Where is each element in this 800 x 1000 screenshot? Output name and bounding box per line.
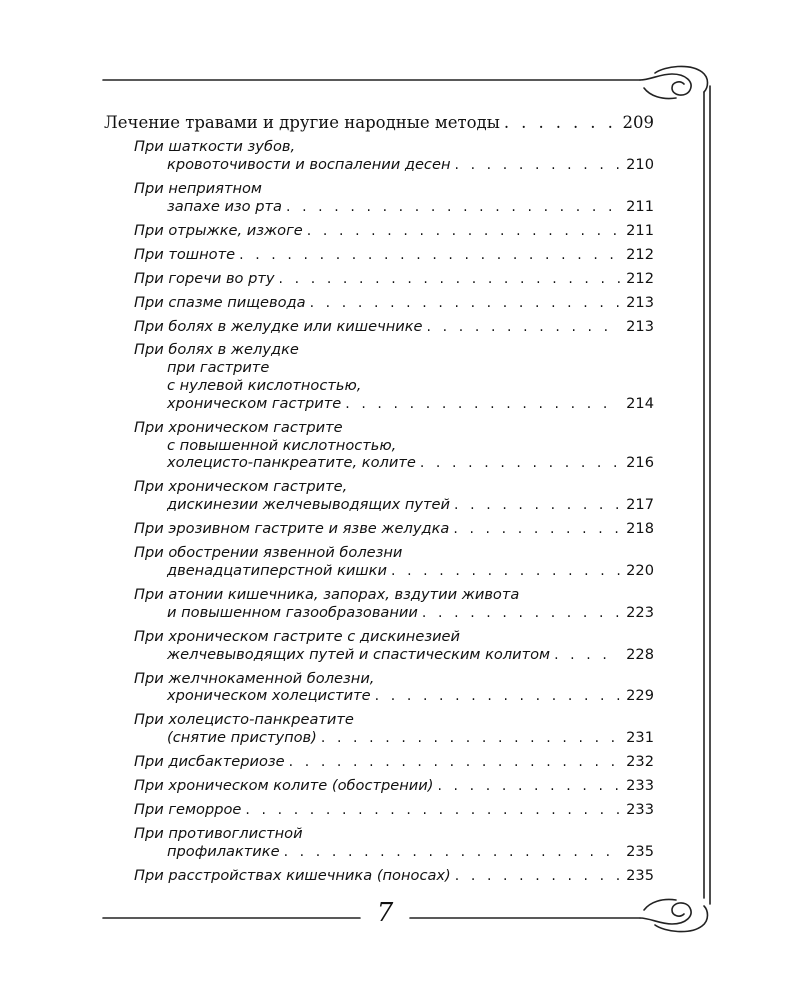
toc-entry: [134, 318, 654, 337]
toc-entry-page: 235: [626, 866, 654, 884]
dot-leader: [289, 754, 621, 772]
dot-leader: [239, 247, 620, 265]
toc-entry-page: 214: [626, 394, 654, 412]
toc-entry-page: 216: [626, 454, 654, 472]
toc-entry-line: При хроническом гастрите: [134, 418, 343, 436]
toc-entry-last-line: [134, 454, 654, 473]
dot-leader: [279, 271, 621, 289]
dot-leader: [310, 295, 621, 313]
dot-leader: [504, 112, 617, 134]
toc-entry-line: и повышенном газообразовании: [167, 603, 418, 621]
toc-entry-page: 211: [626, 197, 654, 215]
toc-entry-last-line: [134, 520, 654, 539]
toc-entries: [104, 138, 654, 886]
toc-entry-page: 229: [626, 687, 654, 705]
toc-entry: [134, 544, 654, 581]
toc-entry-page: 231: [626, 729, 654, 747]
toc-entry-line: При эрозивном гастрите и язве желудка: [134, 520, 450, 538]
toc-entry-page: 223: [626, 603, 654, 621]
toc-entry: [134, 180, 654, 217]
toc-entry-last-line: [134, 753, 654, 772]
toc-entry-page: 217: [626, 496, 654, 514]
toc-section-heading: [104, 112, 654, 134]
toc-entry-line: При противоглистной: [134, 825, 303, 843]
toc-entry-line: При болях в желудке или кишечнике: [134, 317, 423, 335]
toc-entry-page: 233: [626, 801, 654, 819]
toc-entry-page: 213: [626, 317, 654, 335]
toc-entry-last-line: [134, 294, 654, 313]
toc-entry: [134, 419, 654, 473]
toc-entry-last-line: [134, 318, 654, 337]
dot-leader: [427, 319, 621, 337]
toc-entry-page: 212: [626, 269, 654, 287]
toc-entry-line: холецисто-панкреатите, колите: [167, 454, 416, 472]
toc-entry-line: При геморрое: [134, 801, 242, 819]
toc-entry-page: 211: [626, 221, 654, 239]
toc-entry: [134, 138, 654, 175]
toc-entry-line: При желчнокаменной болезни,: [134, 669, 375, 687]
toc-entry: [134, 341, 654, 413]
dot-leader: [454, 157, 620, 175]
toc-entry: [134, 867, 654, 886]
toc-entry: [134, 753, 654, 772]
toc-entry: [134, 586, 654, 623]
toc-entry: [134, 478, 654, 515]
toc-entry-page: 228: [626, 645, 654, 663]
toc-entry-line: При дисбактериозе: [134, 753, 285, 771]
section-heading-page: 209: [622, 113, 654, 132]
dot-leader: [454, 497, 620, 515]
toc-entry-line: При горечи во рту: [134, 269, 275, 287]
toc-entry-page: 232: [626, 753, 654, 771]
toc-entry-line: При тошноте: [134, 245, 236, 263]
toc-entry-line: При холецисто-панкреатите: [134, 711, 354, 729]
toc-entry-line: с повышенной кислотностью,: [167, 436, 397, 454]
toc-entry-last-line: [134, 222, 654, 241]
toc-entry-page: 218: [626, 520, 654, 538]
toc-entry: [134, 294, 654, 313]
toc-entry: [134, 801, 654, 820]
toc-entry-line: При атонии кишечника, запорах, вздутии живота: [134, 585, 520, 603]
toc-entry-last-line: [134, 729, 654, 748]
dot-leader: [437, 778, 620, 796]
toc-entry-line: желчевыводящих путей и спастическим колитом: [167, 645, 551, 663]
toc-entry-last-line: [134, 198, 654, 217]
table-of-contents: [104, 112, 654, 891]
toc-entry-last-line: [134, 156, 654, 175]
toc-entry-line: При неприятном: [134, 179, 262, 197]
toc-entry-line: При отрыжке, изжоге: [134, 221, 303, 239]
toc-entry-last-line: [134, 867, 654, 886]
toc-entry-last-line: [134, 646, 654, 665]
dot-leader: [321, 730, 620, 748]
toc-entry: [134, 825, 654, 862]
toc-entry-line: При спазме пищевода: [134, 293, 306, 311]
toc-entry-line: при гастрите: [167, 359, 270, 377]
toc-entry-last-line: [134, 777, 654, 796]
dot-leader: [422, 605, 620, 623]
dot-leader: [554, 647, 620, 665]
toc-entry-last-line: [134, 687, 654, 706]
dot-leader: [245, 802, 620, 820]
toc-entry-last-line: [134, 496, 654, 515]
toc-entry-line: При хроническом колите (обострении): [134, 777, 434, 795]
toc-entry-last-line: [134, 562, 654, 581]
toc-entry-page: 212: [626, 245, 654, 263]
toc-entry-line: дискинезии желчевыводящих путей: [167, 496, 451, 514]
dot-leader: [345, 396, 620, 414]
toc-entry-page: 233: [626, 777, 654, 795]
toc-entry-line: профилактике: [167, 842, 280, 860]
toc-entry: [134, 711, 654, 748]
section-heading-title: Лечение травами и другие народные методы: [104, 113, 500, 132]
toc-entry-line: При хроническом гастрите с дискинезией: [134, 627, 461, 645]
dot-leader: [455, 868, 620, 886]
toc-entry-line: хроническом холецистите: [167, 687, 371, 705]
toc-entry-line: хроническом гастрите: [167, 394, 342, 412]
dot-leader: [420, 455, 620, 473]
toc-entry-line: При шаткости зубов,: [134, 138, 296, 155]
dot-leader: [284, 844, 621, 862]
dot-leader: [391, 563, 620, 581]
toc-entry-line: (снятие приступов): [167, 729, 317, 747]
toc-entry-last-line: [134, 801, 654, 820]
toc-entry-line: При хроническом гастрите,: [134, 478, 348, 496]
toc-entry: [134, 670, 654, 707]
toc-entry-last-line: [134, 246, 654, 265]
toc-entry-line: запахе изо рта: [167, 197, 282, 215]
toc-entry: [134, 628, 654, 665]
toc-entry: [134, 777, 654, 796]
toc-entry: [134, 246, 654, 265]
toc-entry-last-line: [134, 604, 654, 623]
toc-entry-page: 213: [626, 293, 654, 311]
dot-leader: [375, 688, 620, 706]
toc-entry: [134, 520, 654, 539]
toc-entry-page: 210: [626, 155, 654, 173]
toc-entry-page: 220: [626, 562, 654, 579]
toc-entry-line: При расстройствах кишечника (поносах): [134, 866, 451, 884]
toc-entry-last-line: [134, 843, 654, 862]
page-number: 7: [376, 898, 394, 928]
dot-leader: [307, 223, 620, 241]
toc-entry-line: двенадцатиперстной кишки: [167, 562, 387, 579]
toc-entry-last-line: [134, 270, 654, 289]
toc-entry-last-line: [134, 395, 654, 414]
toc-entry-line: кровоточивости и воспалении десен: [167, 155, 451, 173]
toc-entry-page: 235: [626, 842, 654, 860]
toc-entry: [134, 270, 654, 289]
toc-entry-line: с нулевой кислотностью,: [167, 377, 362, 395]
toc-entry-line: При болях в желудке: [134, 341, 299, 359]
dot-leader: [453, 521, 620, 539]
toc-entry-line: При обострении язвенной болезни: [134, 544, 403, 562]
dot-leader: [286, 199, 620, 217]
toc-entry: [134, 222, 654, 241]
